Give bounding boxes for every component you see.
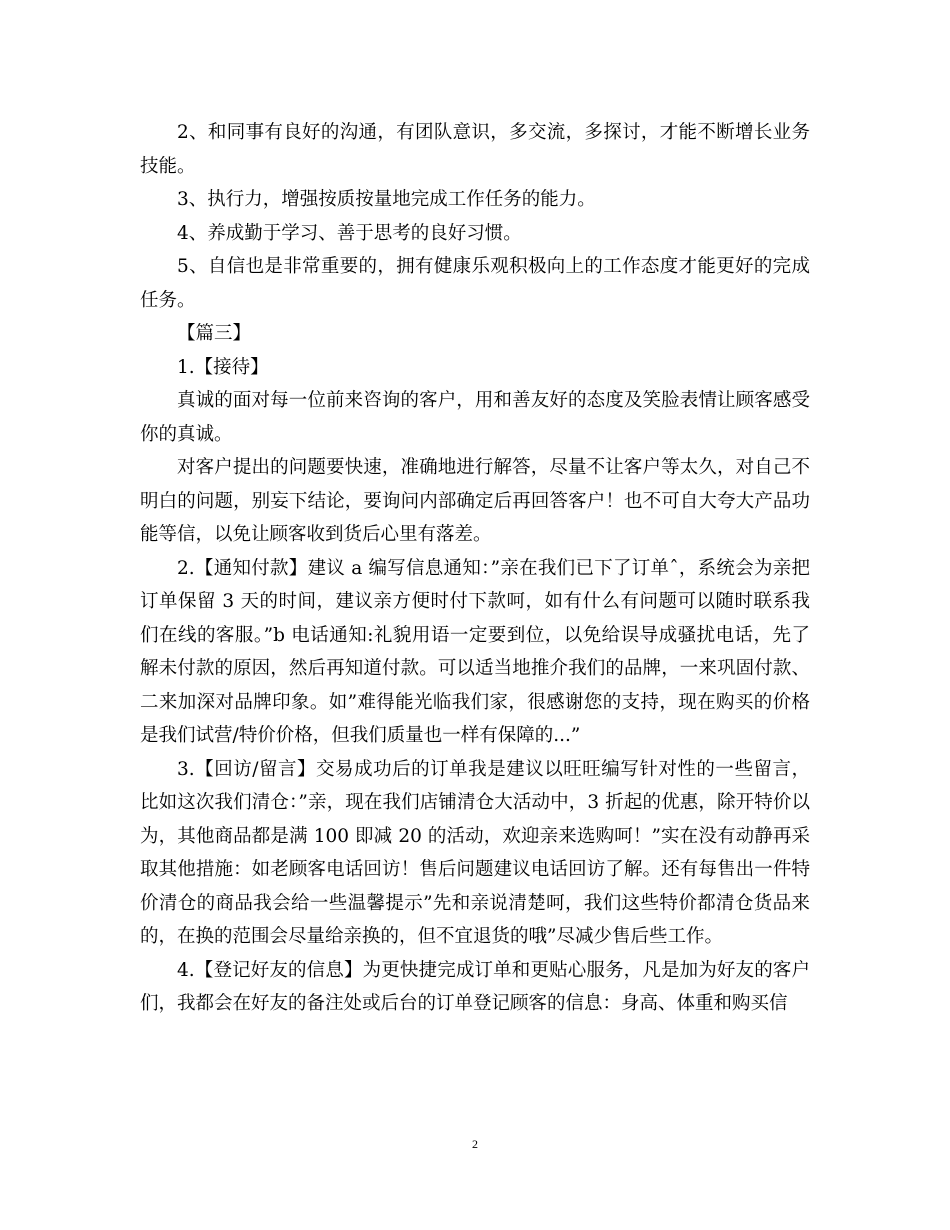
subsection-heading: 1.【接待】 <box>177 356 269 378</box>
paragraph: 2.【通知付款】建议 a 编写信息通知：”亲在我们已下了订单ˆ，系统会为亲把订单保留 3 天的时间，建议亲方便时付下款呵，如有什么有问题可以随时联系我们在线的客服。”b 电话通知:礼貌用语一定要到位，以免给误导成骚扰电话，先了解未付款的原因，然后再知道付款。可以适当地推介我们的品牌，一来巩固付款、二来加深对品牌印象。如”难得能光临我们家，很感谢您的支持，现在购买的价格是我们试营/特价价格，但我们质量也一样有保障的...” <box>140 557 810 746</box>
paragraph: 3.【回访/留言】交易成功后的订单我是建议以旺旺编写针对性的一些留言，比如这次我们清仓：”亲，现在我们店铺清仓大活动中，3 折起的优惠，除开特价以为，其他商品都是满 100 即减 20 的活动，欢迎亲来选购呵！”实在没有动静再采取其他措施：如老顾客电话回访！售后问题建议电话回访了解。还有每售出一件特价清仓的商品我会给一些温馨提示”先和亲说清楚呵，我们这些特价都清仓货品来的，在换的范围会尽量给亲换的，但不宜退货的哦”尽减少售后些工作。 <box>140 758 810 947</box>
section-heading: 【篇三】 <box>177 323 252 344</box>
paragraph: 5、自信也是非常重要的，拥有健康乐观积极向上的工作态度才能更好的完成任务。 <box>140 256 810 311</box>
paragraph: 对客户提出的问题要快速，准确地进行解答，尽量不让客户等太久，对自己不明白的问题，别妄下结论，要询问内部确定后再回答客户！也不可自大夸大产品功能等信，以免让顾客收到货后心里有落差。 <box>140 457 810 545</box>
paragraph: 4.【登记好友的信息】为更快捷完成订单和更贴心服务，凡是加为好友的客户们，我都会在好友的备注处或后台的订单登记顾客的信息：身高、体重和购买信 <box>140 959 810 1014</box>
paragraph: 真诚的面对每一位前来咨询的客户，用和善友好的态度及笑脸表情让顾客感受你的真诚。 <box>140 390 810 445</box>
paragraph: 2、和同事有良好的沟通，有团队意识，多交流，多探讨，才能不断增长业务技能。 <box>140 122 810 177</box>
paragraph: 3、执行力，增强按质按量地完成工作任务的能力。 <box>177 189 596 210</box>
document-body <box>140 116 810 1021</box>
paragraph: 4、养成勤于学习、善于思考的良好习惯。 <box>177 222 522 244</box>
page-number: 2 <box>472 1137 478 1151</box>
